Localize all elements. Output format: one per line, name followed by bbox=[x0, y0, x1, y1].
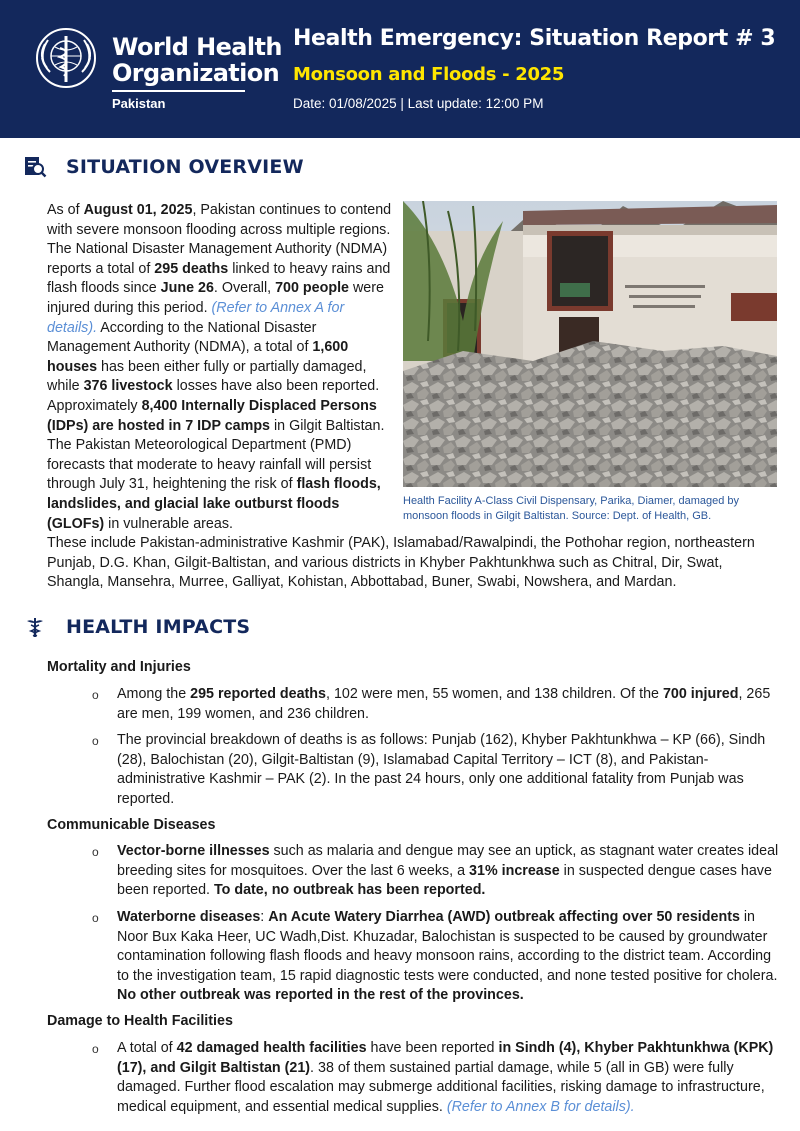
subheading-facilities: Damage to Health Facilities bbox=[47, 1013, 233, 1029]
list-bullet: o bbox=[92, 845, 99, 859]
report-subtitle: Monsoon and Floods - 2025 bbox=[293, 64, 565, 85]
org-country: Pakistan bbox=[112, 96, 166, 111]
annex-b-link[interactable]: (Refer to Annex B for details). bbox=[446, 1098, 635, 1115]
list-item: A total of 42 damaged health facilities have been reported in Sindh (4), Khyber Pakhtunkhwa (KPK) (17), and Gilgit Baltistan (21). 38 of them sustained partial damage, while 5 (all in GB) were fully damaged. Further flood escalation may submerge additional facilities, risking damage to infrastructure, medical equipment, and essential medical supplies. (Refer to Annex B for details). bbox=[117, 1040, 774, 1115]
who-emblem-icon bbox=[34, 26, 98, 90]
section-heading-overview bbox=[22, 154, 304, 180]
subheading-mortality: Mortality and Injuries bbox=[47, 659, 191, 675]
list-bullet: o bbox=[92, 734, 99, 748]
list-bullet: o bbox=[92, 911, 99, 925]
photo-caption: Health Facility A-Class Civil Dispensary, Parika, Diamer, damaged by monsoon floods in Gilgit Baltistan. Source: Dept. of Health, GB. bbox=[403, 495, 740, 522]
subheading-communicable: Communicable Diseases bbox=[47, 817, 216, 833]
overview-regions-paragraph: These include Pakistan-administrative Kashmir (PAK), Islamabad/Rawalpindi, the Pothohar region, northeastern Punjab, D.G. Khan, Gilgit-Baltistan, and various districts in Khyber Pakhtunkhwa such as Chitral, Dir, Swat, Shangla, Mansehra, Murree, Galliyat, Kohistan, Abbottabad, Buner, Swabi, Nowshera, and Mardan. bbox=[47, 535, 755, 591]
list-bullet: o bbox=[92, 688, 99, 702]
damaged-health-facility-photo bbox=[403, 201, 777, 487]
list-item: Among the 295 reported deaths, 102 were men, 55 women, and 138 children. Of the 700 injured, 265 are men, 199 women, and 236 children. bbox=[117, 686, 771, 722]
list-item: Vector-borne illnesses such as malaria and dengue may see an uptick, as stagnant water creates ideal breeding sites for mosquitoes. Over the last 6 weeks, a 31% increase in suspected dengue cases have been reported. To date, no outbreak has been reported. bbox=[117, 843, 779, 899]
section-heading-impacts bbox=[22, 614, 250, 640]
section-title: SITUATION OVERVIEW bbox=[66, 156, 304, 178]
section-title: HEALTH IMPACTS bbox=[66, 616, 251, 638]
report-header bbox=[0, 0, 800, 138]
list-bullet: o bbox=[92, 1042, 99, 1056]
report-title: Health Emergency: Situation Report # 3 bbox=[293, 26, 776, 51]
annex-a-link[interactable]: (Refer to Annex A for details). bbox=[47, 299, 345, 336]
list-item: The provincial breakdown of deaths is as follows: Punjab (162), Khyber Pakhtunkhwa – KP (66), Sindh (28), Balochistan (20), Gilgit-Baltistan (9), Islamabad Capital Territory – ICT (8), and Pakistan-administrative Kashmir – PAK (2). In the past 24 hours, only one additional fatality from Punjab was reported. bbox=[117, 732, 766, 807]
report-date: Date: 01/08/2025 | Last update: 12:00 PM bbox=[293, 96, 544, 111]
org-divider bbox=[112, 90, 245, 92]
overview-paragraph: As of August 01, 2025, Pakistan continues to contend with severe monsoon flooding across multiple regions. The National Disaster Management Authority (NDMA) reports a total of 295 deaths linked to heavy rains and flash floods since June 26. Overall, 700 people were injured during this period. (Refer to Annex A for details). According to the National Disaster Management Authority (NDMA), a total of 1,600 houses has been either fully or partially damaged, while 376 livestock losses have also been reported. Approximately 8,400 Internally Displaced Persons (IDPs) are hosted in 7 IDP camps in Gilgit Baltistan. The Pakistan Meteorological Department (PMD) forecasts that moderate to heavy rainfall will persist through July 31, heightening the risk of flash floods, landslides, and glacial lake outburst floods (GLOFs) in vulnerable areas. bbox=[47, 202, 392, 532]
caduceus-icon bbox=[22, 614, 48, 640]
document-search-icon bbox=[22, 154, 48, 180]
list-item: Waterborne diseases: An Acute Watery Diarrhea (AWD) outbreak affecting over 50 residents in Noor Bux Kaka Heer, UC Wadh,Dist. Khuzadar, Balochistan is suspected to be caused by groundwater contamination following flash floods and heavy monsoon rains, according to the district team. According to the investigation team, 15 rapid diagnostic tests were conducted, and none tested positive for cholera. No other outbreak was reported in the rest of the provinces. bbox=[117, 909, 778, 1004]
org-name: World Health Organization bbox=[112, 33, 282, 87]
